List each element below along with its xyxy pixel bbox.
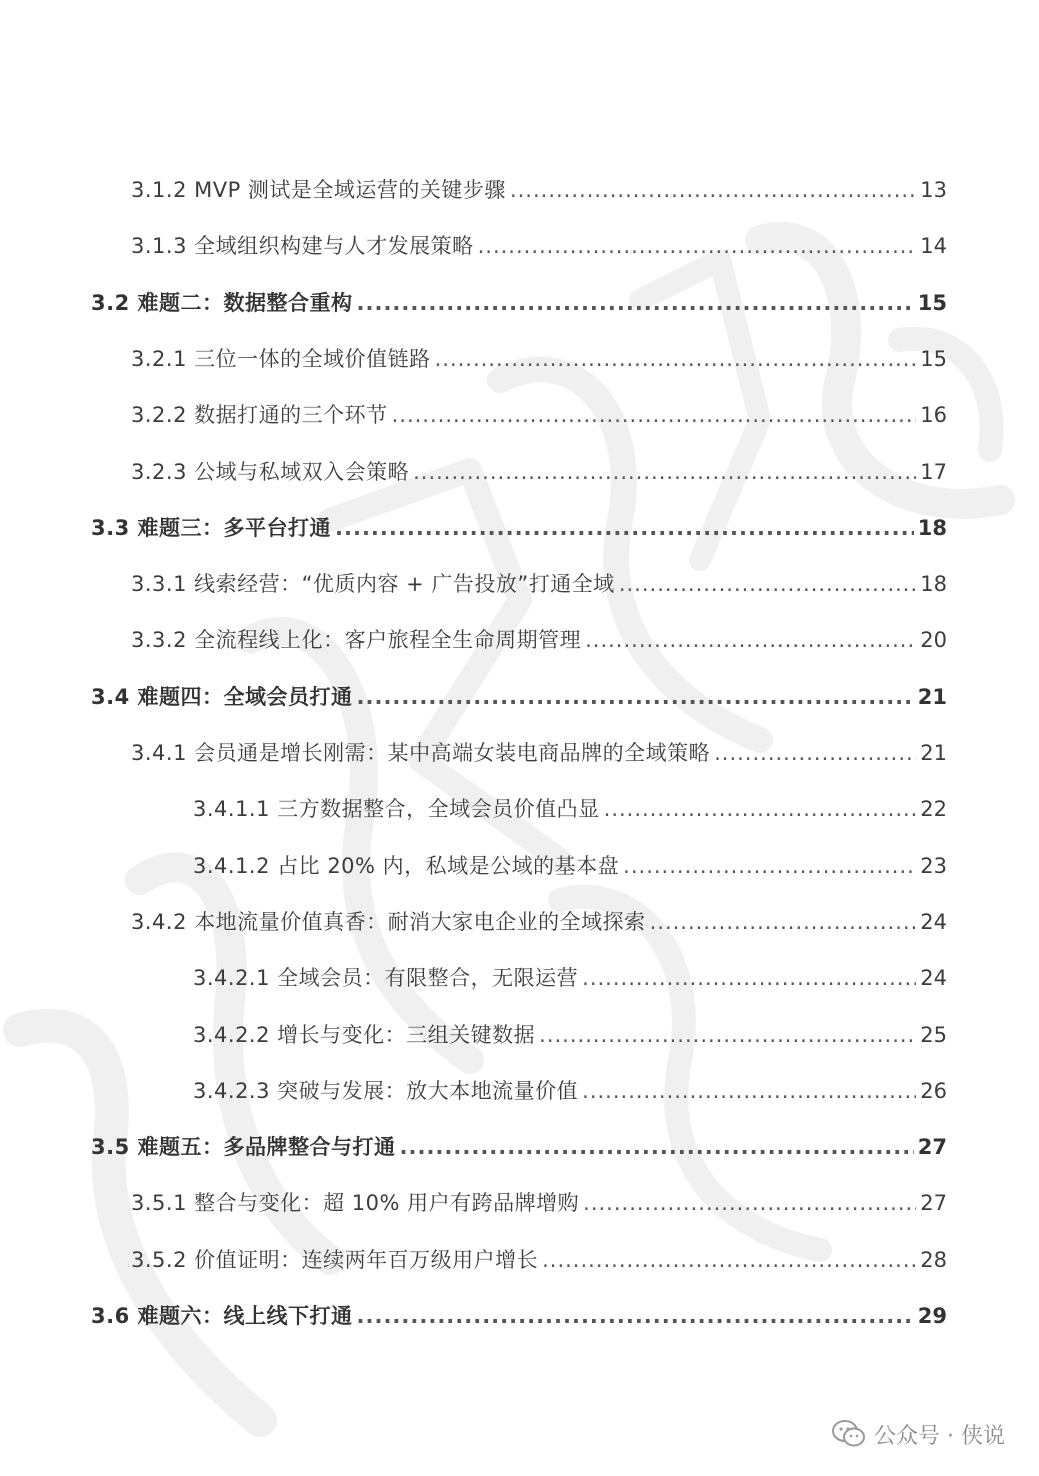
toc-entry[interactable] bbox=[91, 285, 947, 321]
toc-entry[interactable] bbox=[193, 1073, 947, 1109]
toc-entry[interactable] bbox=[131, 341, 947, 377]
toc-leader-dots bbox=[478, 228, 917, 264]
footer-watermark bbox=[832, 1416, 1005, 1452]
toc-entry-title: 3.4.2.3 突破与发展：放大本地流量价值 bbox=[193, 1079, 579, 1103]
toc-leader-dots bbox=[585, 622, 916, 658]
toc-entry-page: 25 bbox=[920, 1023, 947, 1047]
toc-entry-page: 21 bbox=[920, 741, 947, 765]
toc-leader-dots bbox=[619, 566, 916, 602]
toc-entry-page: 29 bbox=[917, 1304, 947, 1328]
toc-leader-dots bbox=[583, 1185, 916, 1221]
toc-entry[interactable] bbox=[131, 1242, 947, 1278]
toc-leader-dots bbox=[582, 1073, 916, 1109]
toc-entry[interactable] bbox=[91, 679, 947, 715]
toc-entry-title: 3.1.3 全域组织构建与人才发展策略 bbox=[131, 234, 474, 258]
toc-leader-dots bbox=[413, 454, 916, 490]
toc-entry-page: 28 bbox=[920, 1248, 947, 1272]
toc-entry[interactable] bbox=[91, 510, 947, 546]
toc-entry-page: 15 bbox=[917, 291, 947, 315]
toc-entry-title: 3.5.2 价值证明：连续两年百万级用户增长 bbox=[131, 1248, 539, 1272]
toc-entry-page: 17 bbox=[920, 460, 947, 484]
toc-entry-title: 3.4.1.1 三方数据整合，全域会员价值凸显 bbox=[193, 797, 600, 821]
toc-leader-dots bbox=[604, 791, 917, 827]
toc-entry-page: 14 bbox=[920, 234, 947, 258]
toc-leader-dots bbox=[392, 397, 917, 433]
toc-entry[interactable] bbox=[131, 566, 947, 602]
toc-entry-title: 3.4.1 会员通是增长刚需：某中高端女装电商品牌的全域策略 bbox=[131, 741, 711, 765]
toc-entry-page: 15 bbox=[920, 347, 947, 371]
toc-entry[interactable] bbox=[193, 848, 947, 884]
toc-entry[interactable] bbox=[131, 1185, 947, 1221]
toc-entry-page: 18 bbox=[917, 516, 947, 540]
toc-entry-page: 27 bbox=[920, 1191, 947, 1215]
toc-entry-page: 20 bbox=[920, 628, 947, 652]
toc-entry-title: 3.3.2 全流程线上化：客户旅程全生命周期管理 bbox=[131, 628, 582, 652]
toc-entry-title: 3.5.1 整合与变化：超 10% 用户有跨品牌增购 bbox=[131, 1191, 580, 1215]
toc-entry-page: 18 bbox=[920, 572, 947, 596]
toc-entry[interactable] bbox=[131, 397, 947, 433]
toc-entry[interactable] bbox=[131, 622, 947, 658]
toc-entry-title: 3.4.1.2 占比 20% 内，私域是公域的基本盘 bbox=[193, 854, 620, 878]
toc-leader-dots bbox=[623, 848, 916, 884]
toc-entry[interactable] bbox=[91, 1129, 947, 1165]
toc-leader-dots bbox=[357, 679, 914, 715]
toc-entry-page: 24 bbox=[920, 966, 947, 990]
toc-leader-dots bbox=[357, 1298, 914, 1334]
toc-entry-title: 3.1.2 MVP 测试是全域运营的关键步骤 bbox=[131, 178, 506, 202]
toc-leader-dots bbox=[335, 510, 914, 546]
wechat-icon bbox=[832, 1420, 866, 1448]
toc-entry-page: 26 bbox=[920, 1079, 947, 1103]
toc-leader-dots bbox=[539, 1017, 916, 1053]
toc-entry-page: 27 bbox=[917, 1135, 947, 1159]
toc-entry-title: 3.4 难题四：全域会员打通 bbox=[91, 685, 353, 709]
toc-entry[interactable] bbox=[193, 1017, 947, 1053]
toc-leader-dots bbox=[357, 285, 914, 321]
toc-entry-page: 13 bbox=[920, 178, 947, 202]
toc-entry[interactable] bbox=[131, 904, 947, 940]
toc-entry-page: 16 bbox=[920, 403, 947, 427]
toc-entry-page: 24 bbox=[920, 910, 947, 934]
toc-leader-dots bbox=[400, 1129, 914, 1165]
toc-entry-title: 3.2.3 公域与私域双入会策略 bbox=[131, 460, 410, 484]
toc-entry[interactable] bbox=[131, 228, 947, 264]
toc-leader-dots bbox=[714, 735, 916, 771]
toc-entry-title: 3.2.1 三位一体的全域价值链路 bbox=[131, 347, 431, 371]
toc-entry-title: 3.2.2 数据打通的三个环节 bbox=[131, 403, 388, 427]
toc-leader-dots bbox=[435, 341, 917, 377]
toc-entry-title: 3.3 难题三：多平台打通 bbox=[91, 516, 332, 540]
toc-leader-dots bbox=[650, 904, 917, 940]
toc-entry-page: 22 bbox=[920, 797, 947, 821]
toc-entry-title: 3.2 难题二：数据整合重构 bbox=[91, 291, 353, 315]
footer-text: 公众号 · 侠说 bbox=[874, 1423, 1005, 1449]
toc-entry-title: 3.4.2.1 全域会员：有限整合，无限运营 bbox=[193, 966, 579, 990]
toc-entry[interactable] bbox=[193, 791, 947, 827]
toc-entry[interactable] bbox=[193, 960, 947, 996]
toc-entry[interactable] bbox=[131, 172, 947, 208]
toc-entry-title: 3.3.1 线索经营：“优质内容 + 广告投放”打通全域 bbox=[131, 572, 615, 596]
toc-leader-dots bbox=[542, 1242, 916, 1278]
toc-entry-title: 3.5 难题五：多品牌整合与打通 bbox=[91, 1135, 396, 1159]
toc-entry-page: 21 bbox=[917, 685, 947, 709]
toc-entry-title: 3.4.2 本地流量价值真香：耐消大家电企业的全域探索 bbox=[131, 910, 646, 934]
toc-entry-title: 3.4.2.2 增长与变化：三组关键数据 bbox=[193, 1023, 536, 1047]
toc-entry[interactable] bbox=[131, 735, 947, 771]
toc-leader-dots bbox=[582, 960, 916, 996]
toc-entry-page: 23 bbox=[920, 854, 947, 878]
toc-leader-dots bbox=[510, 172, 916, 208]
toc-entry[interactable] bbox=[91, 1298, 947, 1334]
toc-entry-title: 3.6 难题六：线上线下打通 bbox=[91, 1304, 353, 1328]
toc-entry[interactable] bbox=[131, 454, 947, 490]
